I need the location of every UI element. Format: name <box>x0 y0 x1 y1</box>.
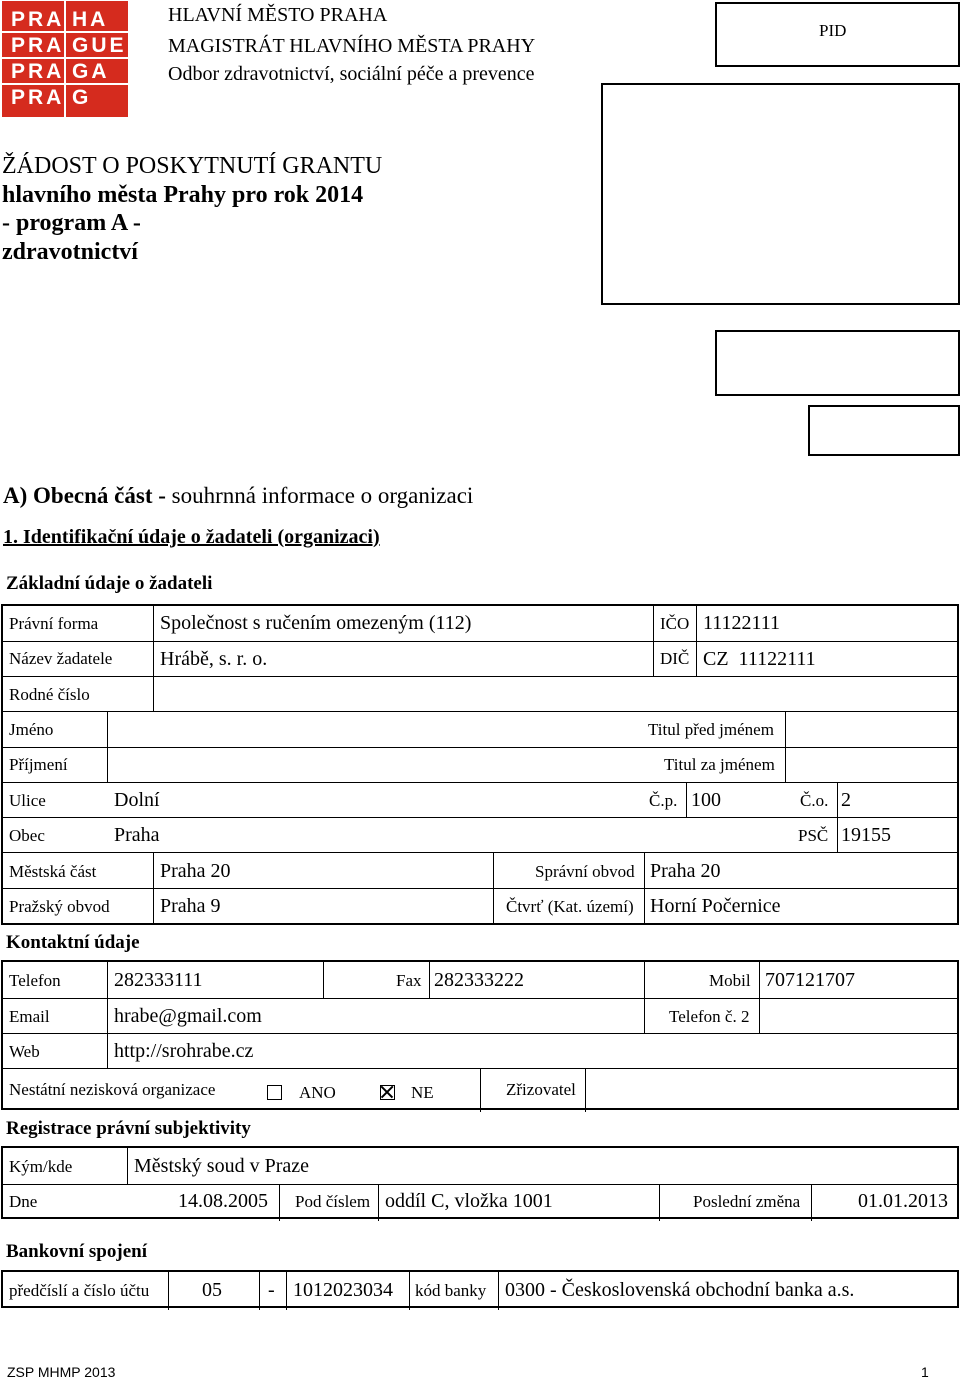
quarter-label: Čtvrť (Kat. území) <box>506 897 634 916</box>
orientation-number-label: Č.o. <box>800 791 829 810</box>
nonprofit-label: Nestátní nezisková organizace <box>9 1080 216 1099</box>
founder-label: Zřizovatel <box>506 1080 576 1099</box>
registration-date-label: Dne <box>9 1192 38 1211</box>
section-a-bold: A) Obecná část - <box>3 483 166 508</box>
account-number-value: 1012023034 <box>293 1279 393 1301</box>
email-label: Email <box>9 1007 50 1026</box>
account-prefix-value: 05 <box>202 1279 222 1301</box>
footer-label: ZSP MHMP 2013 <box>7 1364 116 1380</box>
mobile-value: 707121707 <box>765 969 855 991</box>
page-number: 1 <box>921 1364 929 1380</box>
document-title <box>2 152 382 266</box>
phone-value: 282333111 <box>114 969 203 991</box>
district-label: Městská část <box>9 862 97 881</box>
web-value: http://srohrabe.cz <box>114 1040 254 1062</box>
bank-table <box>1 1270 959 1308</box>
prague-district-value: Praha 9 <box>160 895 221 917</box>
admin-district-value: Praha 20 <box>650 860 721 882</box>
title-after-label: Titul za jménem <box>664 755 775 774</box>
street-value: Dolní <box>114 789 160 811</box>
postal-code-value: 19155 <box>841 824 891 846</box>
prague-logo <box>2 1 128 117</box>
house-number-label: Č.p. <box>649 791 678 810</box>
applicant-name-label: Název žadatele <box>9 649 113 668</box>
registration-number-value: oddíl C, vložka 1001 <box>385 1190 553 1212</box>
prague-district-label: Pražský obvod <box>9 897 110 916</box>
city-label: Obec <box>9 826 45 845</box>
dic-label: DIČ <box>660 649 690 668</box>
admin-district-label: Správní obvod <box>535 862 635 881</box>
registered-by-label: Kým/kde <box>9 1157 73 1176</box>
logo-row-4-left: PRA <box>11 86 65 109</box>
ano-checkbox[interactable] <box>267 1085 282 1100</box>
stamp-box <box>601 83 960 305</box>
logo-row-2-right: GUE <box>72 34 127 57</box>
legal-form-label: Právní forma <box>9 614 99 633</box>
title-line-2: hlavního města Prahy pro rok 2014 <box>2 181 364 208</box>
contact-heading: Kontaktní údaje <box>6 932 140 953</box>
ne-label: NE <box>411 1083 434 1102</box>
ne-checkbox[interactable] <box>380 1085 395 1100</box>
header-department: Odbor zdravotnictví, sociální péče a prevence <box>168 63 535 85</box>
bank-code-value: 0300 - Československá obchodní banka a.s. <box>505 1279 855 1301</box>
basic-info-heading: Základní údaje o žadateli <box>6 573 213 594</box>
ico-label: IČO <box>660 614 690 633</box>
section-a-heading <box>3 483 473 509</box>
first-name-label: Jméno <box>9 720 54 739</box>
birth-number-label: Rodné číslo <box>9 685 90 704</box>
registration-date-value: 14.08.2005 <box>178 1190 268 1212</box>
registration-heading: Registrace právní subjektivity <box>6 1118 251 1139</box>
city-value: Praha <box>114 824 160 846</box>
registration-number-label: Pod číslem <box>295 1192 371 1211</box>
registered-by-value: Městský soud v Praze <box>134 1155 309 1177</box>
postal-code-label: PSČ <box>798 826 829 845</box>
title-before-label: Titul před jménem <box>648 720 774 739</box>
header-city: HLAVNÍ MĚSTO PRAHA <box>168 4 388 26</box>
logo-divider <box>64 1 66 117</box>
logo-divider <box>2 31 128 33</box>
fax-label: Fax <box>396 971 422 990</box>
pid-box <box>715 2 960 67</box>
quarter-value: Horní Počernice <box>650 895 781 917</box>
logo-divider <box>2 83 128 85</box>
number-box <box>808 405 960 456</box>
house-number-value: 100 <box>691 789 721 811</box>
contact-table <box>1 960 959 1110</box>
logo-row-3-right: GA <box>72 60 110 83</box>
bank-heading: Bankovní spojení <box>6 1241 147 1262</box>
email-value: hrabe@gmail.com <box>114 1005 262 1027</box>
title-line-3: - program A - <box>2 210 141 236</box>
phone-2-label: Telefon č. 2 <box>669 1007 750 1026</box>
legal-form-value: Společnost s ručením omezeným (112) <box>160 612 472 634</box>
mobile-label: Mobil <box>709 971 751 990</box>
ano-label: ANO <box>299 1083 336 1102</box>
ico-value: 11122111 <box>703 612 781 634</box>
logo-row-4-right: G <box>72 86 92 109</box>
account-label: předčíslí a číslo účtu <box>9 1281 150 1300</box>
registration-table <box>1 1146 959 1219</box>
pid-label: PID <box>819 21 847 40</box>
street-label: Ulice <box>9 791 46 810</box>
title-line-4: zdravotnictví <box>2 238 138 265</box>
logo-row-1-left: PRA <box>11 8 65 31</box>
logo-row-3-left: PRA <box>11 60 65 83</box>
surname-label: Příjmení <box>9 755 68 774</box>
phone-label: Telefon <box>9 971 61 990</box>
logo-divider <box>2 57 128 59</box>
logo-row-2-left: PRA <box>11 34 65 57</box>
applicant-name-value: Hrábě, s. r. o. <box>160 648 268 670</box>
fax-value: 282333222 <box>434 969 524 991</box>
logo-row-1-right: HA <box>72 8 109 31</box>
title-line-1: ŽÁDOST O POSKYTNUTÍ GRANTU <box>2 153 383 179</box>
dic-value: CZ 11122111 <box>703 648 816 670</box>
account-separator: - <box>268 1279 275 1301</box>
registry-box <box>715 330 960 396</box>
section-1-heading: 1. Identifikační údaje o žadateli (organizaci) <box>3 526 380 548</box>
last-change-label: Poslední změna <box>693 1192 801 1211</box>
district-value: Praha 20 <box>160 860 231 882</box>
section-a-rest: souhrnná informace o organizaci <box>165 483 474 508</box>
header-magistrate: MAGISTRÁT HLAVNÍHO MĚSTA PRAHY <box>168 35 536 57</box>
orientation-number-value: 2 <box>841 789 851 811</box>
web-label: Web <box>9 1042 40 1061</box>
bank-code-label: kód banky <box>415 1281 487 1300</box>
basic-info-table <box>1 604 959 925</box>
last-change-value: 01.01.2013 <box>858 1190 948 1212</box>
